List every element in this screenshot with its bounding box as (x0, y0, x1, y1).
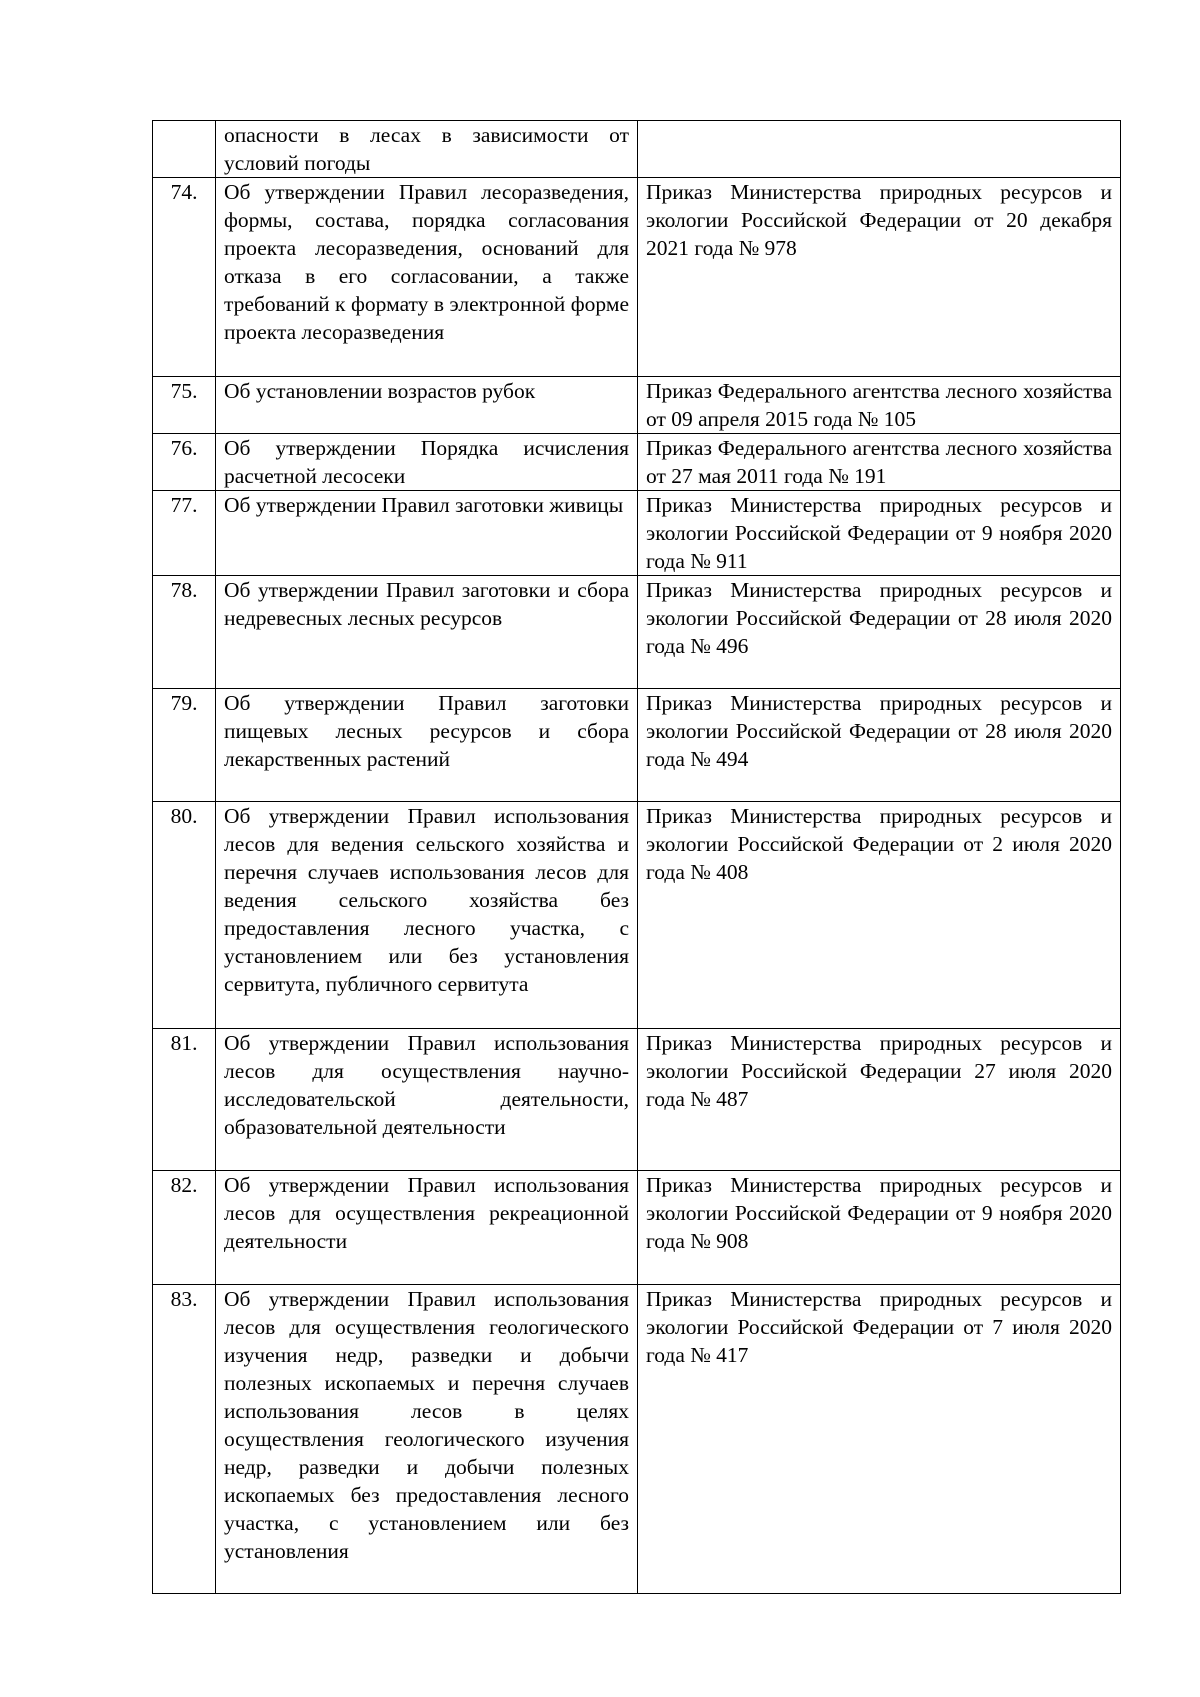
act-reference (638, 121, 1121, 178)
act-title: Об установлении возрастов рубок (216, 377, 638, 434)
row-number: 83. (153, 1285, 216, 1594)
act-title: Об утверждении Правил лесоразведения, формы, состава, порядка согласования проекта лесоразведения, оснований для отказа в его согласовании, а также требований к формату в электронной форме проекта лесоразведения (216, 178, 638, 377)
act-reference: Приказ Министерства природных ресурсов и экологии Российской Федерации от 2 июля 2020 года № 408 (638, 802, 1121, 1029)
row-number: 76. (153, 434, 216, 491)
act-title: Об утверждении Порядка исчисления расчетной лесосеки (216, 434, 638, 491)
act-reference: Приказ Министерства природных ресурсов и экологии Российской Федерации от 28 июля 2020 года № 496 (638, 576, 1121, 689)
act-title: Об утверждении Правил использования лесов для осуществления научно-исследовательской деятельности, образовательной деятельности (216, 1029, 638, 1171)
table-row (153, 1285, 1121, 1594)
act-title: Об утверждении Правил заготовки живицы (216, 491, 638, 576)
act-reference: Приказ Министерства природных ресурсов и экологии Российской Федерации от 7 июля 2020 года № 417 (638, 1285, 1121, 1594)
row-number: 75. (153, 377, 216, 434)
act-reference: Приказ Министерства природных ресурсов и экологии Российской Федерации от 9 ноября 2020 года № 908 (638, 1171, 1121, 1285)
act-reference: Приказ Федерального агентства лесного хозяйства от 27 мая 2011 года № 191 (638, 434, 1121, 491)
table-row (153, 576, 1121, 689)
act-title: Об утверждении Правил использования лесов для осуществления геологического изучения недр, разведки и добычи полезных ископаемых и перечня случаев использования лесов в целях осуществления геологического изучения недр, разведки и добычи полезных ископаемых без предоставления лесного участка, с установлением или без установления (216, 1285, 638, 1594)
act-title: опасности в лесах в зависимости от условий погоды (216, 121, 638, 178)
act-reference: Приказ Министерства природных ресурсов и экологии Российской Федерации от 9 ноября 2020 года № 911 (638, 491, 1121, 576)
act-reference: Приказ Министерства природных ресурсов и экологии Российской Федерации от 28 июля 2020 года № 494 (638, 689, 1121, 802)
table-row (153, 1029, 1121, 1171)
legal-acts-table (152, 120, 1121, 1594)
act-reference: Приказ Министерства природных ресурсов и экологии Российской Федерации 27 июля 2020 года № 487 (638, 1029, 1121, 1171)
table-row (153, 491, 1121, 576)
table-row (153, 802, 1121, 1029)
row-number: 74. (153, 178, 216, 377)
act-reference: Приказ Министерства природных ресурсов и экологии Российской Федерации от 20 декабря 2021 года № 978 (638, 178, 1121, 377)
row-number: 81. (153, 1029, 216, 1171)
row-number: 79. (153, 689, 216, 802)
act-title: Об утверждении Правил использования лесов для осуществления рекреационной деятельности (216, 1171, 638, 1285)
row-number: 82. (153, 1171, 216, 1285)
act-title: Об утверждении Правил заготовки и сбора недревесных лесных ресурсов (216, 576, 638, 689)
table-row (153, 1171, 1121, 1285)
row-number: 80. (153, 802, 216, 1029)
act-reference: Приказ Федерального агентства лесного хозяйства от 09 апреля 2015 года № 105 (638, 377, 1121, 434)
row-number: 78. (153, 576, 216, 689)
row-number: 77. (153, 491, 216, 576)
act-title: Об утверждении Правил заготовки пищевых лесных ресурсов и сбора лекарственных растений (216, 689, 638, 802)
table-row (153, 377, 1121, 434)
table-row (153, 689, 1121, 802)
table-row (153, 178, 1121, 377)
table-row (153, 434, 1121, 491)
row-number (153, 121, 216, 178)
table-row (153, 121, 1121, 178)
act-title: Об утверждении Правил использования лесов для ведения сельского хозяйства и перечня случаев использования лесов для ведения сельского хозяйства без предоставления лесного участка, с установлением или без установления сервитута, публичного сервитута (216, 802, 638, 1029)
